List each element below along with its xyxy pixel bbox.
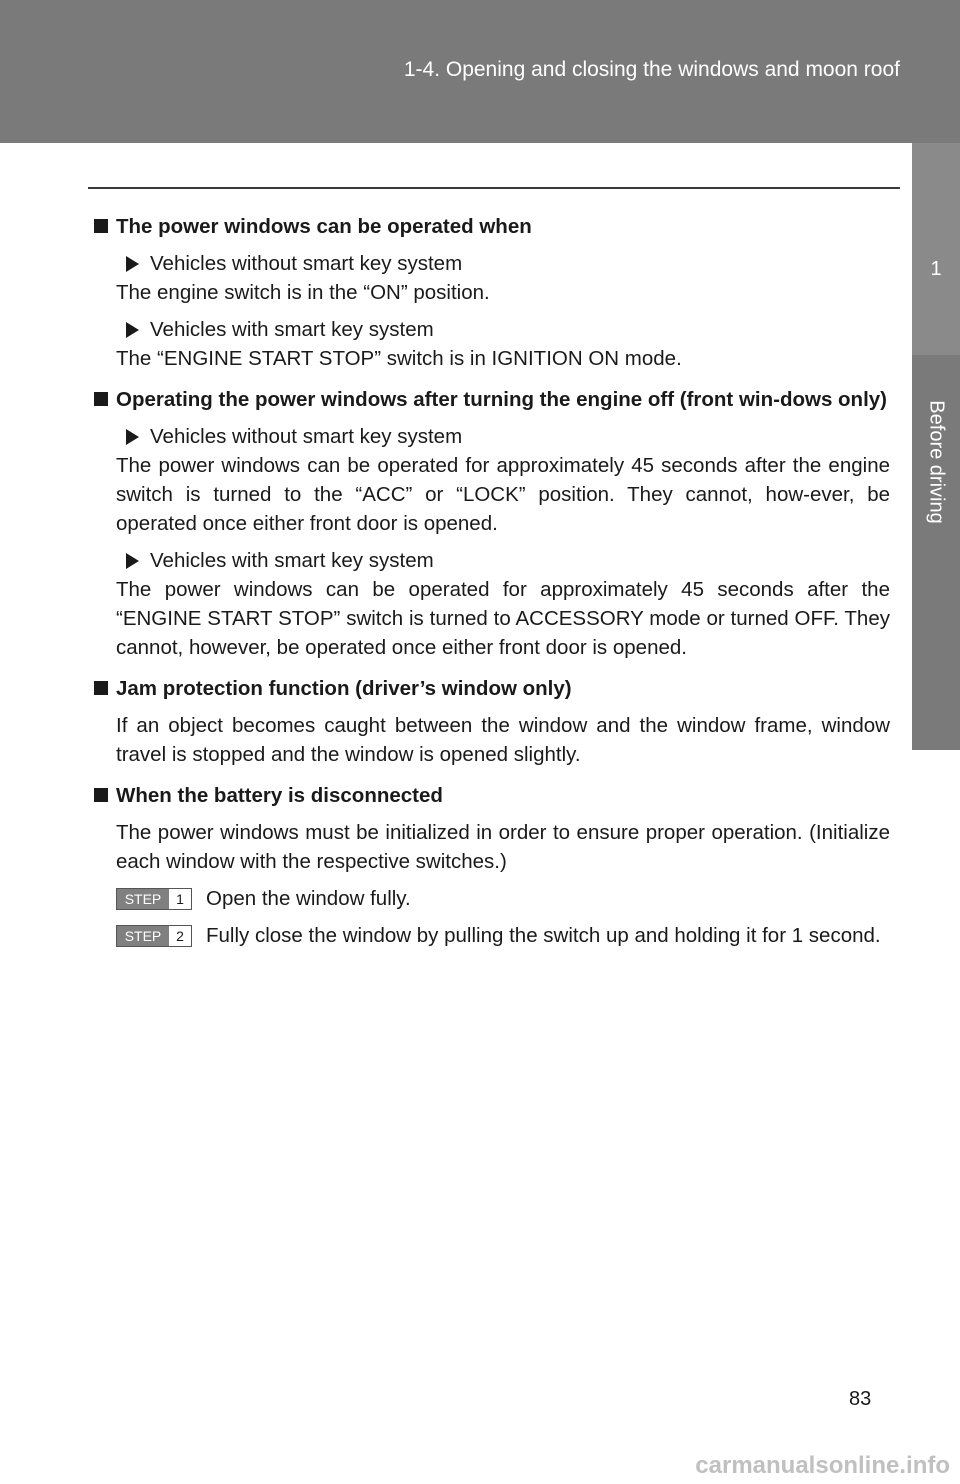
side-tab-blank [912, 750, 960, 1484]
step-text: Open the window fully. [206, 887, 411, 910]
section-title: 1-4. Opening and closing the windows and moon roof [403, 58, 900, 81]
square-bullet-icon [94, 788, 108, 802]
arrow-right-icon [126, 429, 139, 445]
arrow-right-icon [126, 256, 139, 272]
section-after-engine-off [94, 385, 890, 662]
square-bullet-icon [94, 219, 108, 233]
watermark: carmanualsonline.info [695, 1452, 950, 1479]
step-badge: STEP 2 [116, 925, 192, 947]
paragraph: If an object becomes caught between the window and the window frame, window travel is stopped and the window is opened slightly. [116, 714, 890, 766]
paragraph: The power windows must be initialized in order to ensure proper operation. (Initialize each window with the respective switches.) [116, 821, 890, 873]
top-rule [88, 187, 900, 189]
section-heading: When the battery is disconnected [94, 781, 890, 810]
side-tab-top [912, 143, 960, 355]
page-content [94, 212, 890, 962]
arrow-right-icon [126, 322, 139, 338]
step-2 [116, 921, 890, 950]
chapter-label: Before driving [925, 400, 948, 524]
section-battery-disconnected [94, 781, 890, 950]
page-number: 83 [849, 1388, 872, 1410]
sub-label: Vehicles with smart key system [116, 546, 890, 575]
section-heading: Operating the power windows after turning the engine off (front win-dows only) [94, 385, 890, 414]
section-operated-when [94, 212, 890, 373]
section-jam-protection [94, 674, 890, 769]
sub-label: Vehicles without smart key system [116, 249, 890, 278]
paragraph: The engine switch is in the “ON” position. [116, 281, 490, 304]
section-heading: Jam protection function (driver’s window only) [94, 674, 890, 703]
step-1 [116, 884, 890, 913]
paragraph: The power windows can be operated for approximately 45 seconds after the “ENGINE START STOP” switch is turned to ACCESSORY mode or turned OFF. They cannot, however, be operated once either front door is opened. [116, 578, 890, 659]
paragraph: The “ENGINE START STOP” switch is in IGNITION ON mode. [116, 347, 682, 370]
arrow-right-icon [126, 553, 139, 569]
square-bullet-icon [94, 681, 108, 695]
chapter-number: 1 [930, 258, 942, 280]
sub-label: Vehicles without smart key system [116, 422, 890, 451]
step-badge: STEP 1 [116, 888, 192, 910]
section-heading: The power windows can be operated when [94, 212, 890, 241]
square-bullet-icon [94, 392, 108, 406]
paragraph: The power windows can be operated for approximately 45 seconds after the engine switch is turned to the “ACC” or “LOCK” position. They cannot, how-ever, be operated once either front door is opened. [116, 454, 890, 535]
step-text: Fully close the window by pulling the switch up and holding it for 1 second. [206, 924, 881, 947]
sub-label: Vehicles with smart key system [116, 315, 890, 344]
